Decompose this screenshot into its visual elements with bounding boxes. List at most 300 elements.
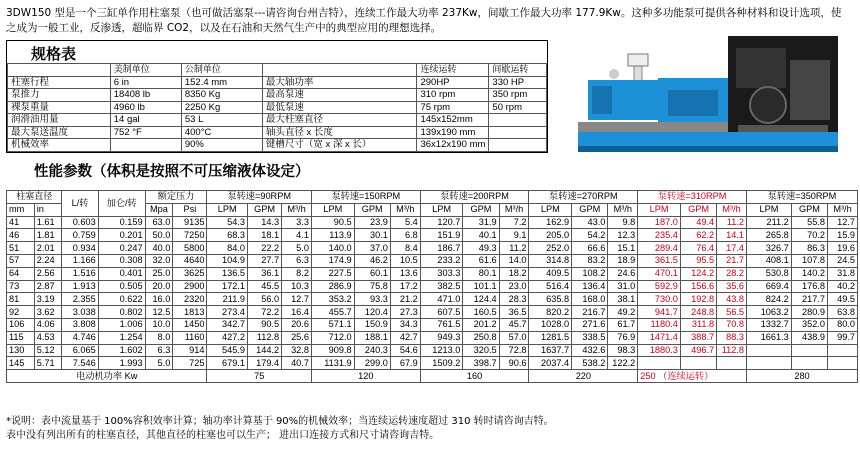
table-cell: 10.0	[145, 318, 173, 331]
table-cell: 46	[7, 229, 35, 242]
table-cell: 0.802	[98, 306, 145, 319]
table-cell: 152.4 mm	[181, 76, 262, 89]
table-cell: 252.0	[529, 242, 572, 255]
table-cell: 0.934	[62, 242, 98, 255]
table-cell: 42.7	[390, 331, 420, 344]
table-cell: 键槽尺寸（宽 x 深 x 长）	[262, 139, 417, 152]
table-cell: 4960 lb	[110, 101, 181, 114]
table-cell: 350 rpm	[489, 89, 547, 102]
table-cell: 8350 Kg	[181, 89, 262, 102]
table-cell: 7250	[173, 229, 207, 242]
table-cell: 90.5	[247, 318, 281, 331]
table-cell: 25.6	[282, 331, 312, 344]
table-cell: 63.0	[145, 216, 173, 229]
table-cell	[680, 357, 716, 370]
table-cell: 2037.4	[529, 357, 572, 370]
spec-row	[8, 126, 547, 139]
table-cell: 174.9	[311, 254, 354, 267]
performance-table	[6, 190, 858, 383]
table-cell: 泵转速=270RPM	[529, 191, 638, 204]
table-row	[7, 357, 858, 370]
table-cell: 61.7	[608, 318, 638, 331]
table-cell: 1281.5	[529, 331, 572, 344]
table-cell: 66.6	[572, 242, 608, 255]
table-cell: 0.401	[98, 267, 145, 280]
table-cell: 6 in	[110, 76, 181, 89]
table-cell: 144.2	[247, 344, 281, 357]
table-cell: 21.7	[717, 254, 747, 267]
table-cell: 93.3	[354, 293, 390, 306]
table-cell: 柱塞直径	[7, 191, 62, 204]
table-cell: 40.2	[828, 280, 858, 293]
table-cell: 361.5	[638, 254, 681, 267]
table-cell: 18408 lb	[110, 89, 181, 102]
table-cell	[638, 357, 681, 370]
table-cell: 5.12	[34, 344, 62, 357]
table-cell: 941.7	[638, 306, 681, 319]
table-cell: 265.8	[747, 229, 792, 242]
table-cell: M³/h	[390, 203, 420, 216]
table-cell: 75 rpm	[417, 101, 489, 114]
table-cell: 45.5	[247, 280, 281, 293]
table-cell: 最大轴功率	[262, 76, 417, 89]
table-cell: 1.993	[98, 357, 145, 370]
table-cell: 轴头直径 x 长度	[262, 126, 417, 139]
table-cell: 824.2	[747, 293, 792, 306]
table-cell: L/转	[62, 191, 98, 217]
table-cell: 机械效率	[8, 139, 111, 152]
table-cell: 1180.4	[638, 318, 681, 331]
table-cell: 35.6	[717, 280, 747, 293]
table-cell: 电动机功率 Kw	[7, 370, 207, 383]
intro-line-2: 之成为一般工业，反渗透，超临界 CO2，以及在石油和天然气生产中的典型应用的理想选择。	[6, 22, 442, 34]
table-cell: 32.0	[145, 254, 173, 267]
table-cell: 36x12x190 mm	[417, 139, 489, 152]
table-cell: 0.622	[98, 293, 145, 306]
table-cell: 75.8	[354, 280, 390, 293]
table-cell: 201.2	[463, 318, 499, 331]
table-cell: 172.1	[207, 280, 248, 293]
table-cell: GPM	[354, 203, 390, 216]
table-cell: 303.3	[420, 267, 463, 280]
table-cell: 20.6	[282, 318, 312, 331]
table-cell: 273.4	[207, 306, 248, 319]
table-cell: 14.3	[247, 216, 281, 229]
table-cell: 271.6	[572, 318, 608, 331]
table-cell: 761.5	[420, 318, 463, 331]
perf-title: 性能参数（体积是按照不可压缩液体设定）	[34, 163, 310, 180]
table-cell: M³/h	[717, 203, 747, 216]
table-cell: in	[34, 203, 62, 216]
table-cell: 471.0	[420, 293, 463, 306]
table-cell: 408.1	[747, 254, 792, 267]
spec-row	[8, 76, 547, 89]
table-cell: 45.7	[499, 318, 529, 331]
table-cell: 455.7	[311, 306, 354, 319]
table-cell: 160.5	[463, 306, 499, 319]
table-cell	[791, 357, 827, 370]
table-cell: 80.1	[463, 267, 499, 280]
table-cell: 49.3	[463, 242, 499, 255]
table-cell: 5.4	[390, 216, 420, 229]
table-cell: 1160	[173, 331, 207, 344]
table-cell: 16.0	[145, 293, 173, 306]
table-cell: 90.5	[311, 216, 354, 229]
table-cell: 0.308	[98, 254, 145, 267]
table-cell: 24.6	[608, 267, 638, 280]
table-cell: 1063.2	[747, 306, 792, 319]
table-cell	[8, 64, 111, 77]
table-cell: 120	[311, 370, 420, 383]
table-row	[7, 254, 858, 267]
table-cell: 53 L	[181, 114, 262, 127]
table-cell: 46.2	[354, 254, 390, 267]
table-cell	[262, 64, 417, 77]
table-cell: 57.0	[499, 331, 529, 344]
table-cell: 13.6	[390, 267, 420, 280]
spec-header-row	[8, 64, 547, 77]
table-cell: 润滑油用量	[8, 114, 111, 127]
table-cell: 8.4	[390, 242, 420, 255]
table-cell: 2.01	[34, 242, 62, 255]
table-cell: 30.1	[354, 229, 390, 242]
table-cell: 23.0	[499, 280, 529, 293]
table-cell: mm	[7, 203, 35, 216]
table-cell: 5800	[173, 242, 207, 255]
table-cell: 37.0	[354, 242, 390, 255]
table-cell: 68.3	[207, 229, 248, 242]
table-cell: 205.0	[529, 229, 572, 242]
table-cell: 67.9	[390, 357, 420, 370]
table-cell: 54.6	[390, 344, 420, 357]
table-cell: 186.7	[420, 242, 463, 255]
table-cell: GPM	[463, 203, 499, 216]
table-cell: 139x190 mm	[417, 126, 489, 139]
table-cell: 83.2	[572, 254, 608, 267]
table-cell: 752 °F	[110, 126, 181, 139]
table-cell: GPM	[247, 203, 281, 216]
table-cell: 1.913	[62, 280, 98, 293]
table-cell: 56.5	[717, 306, 747, 319]
table-cell: 38.1	[608, 293, 638, 306]
table-cell: 10.3	[282, 280, 312, 293]
table-cell: 90.6	[499, 357, 529, 370]
table-cell: 61.6	[463, 254, 499, 267]
table-cell: 14.0	[499, 254, 529, 267]
table-cell: 8.0	[145, 331, 173, 344]
table-cell: 17.4	[717, 242, 747, 255]
table-cell: 最大泵送温度	[8, 126, 111, 139]
table-cell: 40.1	[463, 229, 499, 242]
spec-row	[8, 101, 547, 114]
table-cell: LPM	[420, 203, 463, 216]
table-cell: 12.7	[828, 216, 858, 229]
table-cell: 545.9	[207, 344, 248, 357]
table-cell: 1213.0	[420, 344, 463, 357]
table-cell: 最高泵速	[262, 89, 417, 102]
table-cell: 间歇运转	[489, 64, 547, 77]
table-cell: 160	[420, 370, 529, 383]
table-cell: LPM	[311, 203, 354, 216]
table-cell: 1.516	[62, 267, 98, 280]
table-cell: 1.254	[98, 331, 145, 344]
table-row	[7, 242, 858, 255]
footnote-line-1: *说明：表中流量基于 100%容积效率计算；轴功率计算基于 90%的机械效率；当连续运转速度超过 310 转时请咨询吉特。	[6, 416, 554, 427]
table-cell: 326.7	[747, 242, 792, 255]
table-cell: 70.8	[717, 318, 747, 331]
table-cell: 17.2	[390, 280, 420, 293]
table-cell: 0.159	[98, 216, 145, 229]
table-cell: 10.5	[390, 254, 420, 267]
table-cell: 16.4	[282, 306, 312, 319]
table-cell: 64	[7, 267, 35, 280]
table-cell: 76.9	[608, 331, 638, 344]
table-cell: 289.4	[638, 242, 681, 255]
table-cell: 18.9	[608, 254, 638, 267]
table-cell: 1661.3	[747, 331, 792, 344]
table-cell: LPM	[638, 203, 681, 216]
table-cell: 2.56	[34, 267, 62, 280]
table-cell: 162.9	[529, 216, 572, 229]
table-cell: 188.1	[354, 331, 390, 344]
table-cell: 15.1	[608, 242, 638, 255]
table-cell: 240.3	[354, 344, 390, 357]
table-cell: 280	[747, 370, 858, 383]
table-cell: 2900	[173, 280, 207, 293]
table-cell: 1450	[173, 318, 207, 331]
table-cell: 679.1	[207, 357, 248, 370]
table-cell: 113.9	[311, 229, 354, 242]
table-cell: 额定压力	[145, 191, 207, 204]
table-cell: 104.9	[207, 254, 248, 267]
table-row	[7, 344, 858, 357]
table-row	[7, 293, 858, 306]
table-cell: 72.8	[499, 344, 529, 357]
table-cell: 3625	[173, 267, 207, 280]
table-cell: 310 rpm	[417, 89, 489, 102]
table-cell: 1131.9	[311, 357, 354, 370]
table-cell: 56.0	[247, 293, 281, 306]
table-cell: 11.2	[717, 216, 747, 229]
table-cell	[791, 344, 827, 357]
table-cell: 80.0	[828, 318, 858, 331]
table-cell: 227.5	[311, 267, 354, 280]
table-cell: 泵转速=200RPM	[420, 191, 529, 204]
table-cell: 311.8	[680, 318, 716, 331]
table-cell: 235.4	[638, 229, 681, 242]
table-cell: 130	[7, 344, 35, 357]
table-cell: 32.8	[282, 344, 312, 357]
table-cell: 112.8	[717, 344, 747, 357]
table-cell: 9.1	[499, 229, 529, 242]
table-cell: 最低泵速	[262, 101, 417, 114]
table-cell: 0.247	[98, 242, 145, 255]
table-cell: 49.5	[828, 293, 858, 306]
table-cell: 124.2	[680, 267, 716, 280]
table-cell: 150.9	[354, 318, 390, 331]
table-row	[7, 216, 858, 229]
table-cell: 530.8	[747, 267, 792, 280]
table-cell: 51	[7, 242, 35, 255]
table-cell: 75	[207, 370, 312, 383]
table-cell: 连续运转	[417, 64, 489, 77]
table-cell: GPM	[572, 203, 608, 216]
spec-table	[7, 63, 547, 152]
table-cell: 571.1	[311, 318, 354, 331]
table-cell: 330 HP	[489, 76, 547, 89]
table-cell: 248.8	[680, 306, 716, 319]
table-cell: 820.2	[529, 306, 572, 319]
table-cell: 220	[529, 370, 638, 383]
table-cell: 0.505	[98, 280, 145, 293]
table-cell: 3.3	[282, 216, 312, 229]
table-cell: GPM	[680, 203, 716, 216]
table-cell: 388.7	[680, 331, 716, 344]
table-cell: 14 gal	[110, 114, 181, 127]
table-cell: 398.7	[463, 357, 499, 370]
table-cell: 145	[7, 357, 35, 370]
spec-row	[8, 139, 547, 152]
table-cell: 18.1	[247, 229, 281, 242]
table-cell: 43.8	[717, 293, 747, 306]
table-cell: 409.5	[529, 267, 572, 280]
table-cell: 99.7	[828, 331, 858, 344]
table-cell: 496.7	[680, 344, 716, 357]
table-cell	[747, 344, 792, 357]
table-cell: 3.62	[34, 306, 62, 319]
table-cell: 216.7	[572, 306, 608, 319]
table-cell: 314.8	[529, 254, 572, 267]
table-cell: 60.1	[354, 267, 390, 280]
table-cell: 470.1	[638, 267, 681, 280]
table-row	[7, 306, 858, 319]
table-cell: 81	[7, 293, 35, 306]
table-cell: 211.2	[747, 216, 792, 229]
table-cell: 250 （连续运转）	[638, 370, 747, 383]
table-cell: 635.8	[529, 293, 572, 306]
table-cell: 7.546	[62, 357, 98, 370]
power-row	[7, 370, 858, 383]
table-cell: 28.2	[717, 267, 747, 280]
table-cell: 19.6	[828, 242, 858, 255]
table-cell: 3.038	[62, 306, 98, 319]
table-cell: 2250 Kg	[181, 101, 262, 114]
table-row	[7, 331, 858, 344]
table-cell: 145x152mm	[417, 114, 489, 127]
table-cell: 55.8	[791, 216, 827, 229]
table-cell: 36.5	[499, 306, 529, 319]
table-cell: GPM	[791, 203, 827, 216]
table-cell: 0.759	[62, 229, 98, 242]
table-cell: 5.0	[145, 357, 173, 370]
intro-line-1: 3DW150 型是一个三缸单作用柱塞泵（也可做活塞泵---请咨询台州吉特），连续工作最大功率 237Kw，间歇工作最大功率 177.9Kw。这种多功能泵可提供各种材料和设计选项，使	[6, 7, 842, 19]
table-cell: 400°C	[181, 126, 262, 139]
table-cell: 516.4	[529, 280, 572, 293]
table-row	[7, 267, 858, 280]
table-cell: M³/h	[608, 203, 638, 216]
table-cell: 427.2	[207, 331, 248, 344]
table-cell: 217.7	[791, 293, 827, 306]
table-cell: 1637.7	[529, 344, 572, 357]
table-cell: 338.5	[572, 331, 608, 344]
table-cell: 5.71	[34, 357, 62, 370]
perf-header-row	[7, 191, 858, 204]
pump-photo	[578, 30, 848, 160]
table-cell: 加仑/转	[98, 191, 145, 217]
table-cell: 泵转速=350RPM	[747, 191, 858, 204]
table-cell: 86.3	[791, 242, 827, 255]
table-cell: 1.006	[98, 318, 145, 331]
table-cell: 12.3	[608, 229, 638, 242]
table-cell: 54.2	[572, 229, 608, 242]
table-cell: 柱塞行程	[8, 76, 111, 89]
table-cell: 88.3	[717, 331, 747, 344]
table-cell: 106	[7, 318, 35, 331]
table-cell: 76.4	[680, 242, 716, 255]
table-cell: 84.0	[207, 242, 248, 255]
table-cell: 31.0	[608, 280, 638, 293]
table-cell: 151.9	[420, 229, 463, 242]
table-cell: 63.8	[828, 306, 858, 319]
table-cell: 7.2	[499, 216, 529, 229]
table-cell: 9.8	[608, 216, 638, 229]
table-cell: 909.8	[311, 344, 354, 357]
table-cell: 9135	[173, 216, 207, 229]
table-cell: 27.7	[247, 254, 281, 267]
table-cell: 43.0	[572, 216, 608, 229]
table-cell: 27.3	[390, 306, 420, 319]
table-cell: 57	[7, 254, 35, 267]
table-cell: 2.24	[34, 254, 62, 267]
table-cell: 3.19	[34, 293, 62, 306]
table-cell: 187.0	[638, 216, 681, 229]
table-cell: 179.4	[247, 357, 281, 370]
table-cell: 73	[7, 280, 35, 293]
table-row	[7, 280, 858, 293]
table-cell: 4.1	[282, 229, 312, 242]
table-cell: 泵转速=90RPM	[207, 191, 312, 204]
table-cell: 8.2	[282, 267, 312, 280]
spec-row	[8, 89, 547, 102]
table-cell: 607.5	[420, 306, 463, 319]
table-cell: M³/h	[499, 203, 529, 216]
table-cell: 2.87	[34, 280, 62, 293]
table-cell: 15.9	[828, 229, 858, 242]
table-cell	[828, 357, 858, 370]
table-cell: 90%	[181, 139, 262, 152]
table-cell: 1.61	[34, 216, 62, 229]
table-cell: 592.9	[638, 280, 681, 293]
table-cell: LPM	[747, 203, 792, 216]
table-cell: 115	[7, 331, 35, 344]
table-cell: 5.0	[282, 242, 312, 255]
table-cell: 669.4	[747, 280, 792, 293]
table-cell: 40.0	[145, 242, 173, 255]
footnote	[6, 415, 856, 443]
table-cell: 108.2	[572, 267, 608, 280]
table-cell: 95.5	[680, 254, 716, 267]
table-cell: 211.9	[207, 293, 248, 306]
table-cell: 112.8	[247, 331, 281, 344]
table-cell: 1.81	[34, 229, 62, 242]
table-cell: 176.8	[791, 280, 827, 293]
table-cell	[717, 357, 747, 370]
table-cell: 1.602	[98, 344, 145, 357]
table-cell: 最大柱塞直径	[262, 114, 417, 127]
table-cell: 49.2	[608, 306, 638, 319]
table-cell: 4.06	[34, 318, 62, 331]
table-cell: 320.5	[463, 344, 499, 357]
